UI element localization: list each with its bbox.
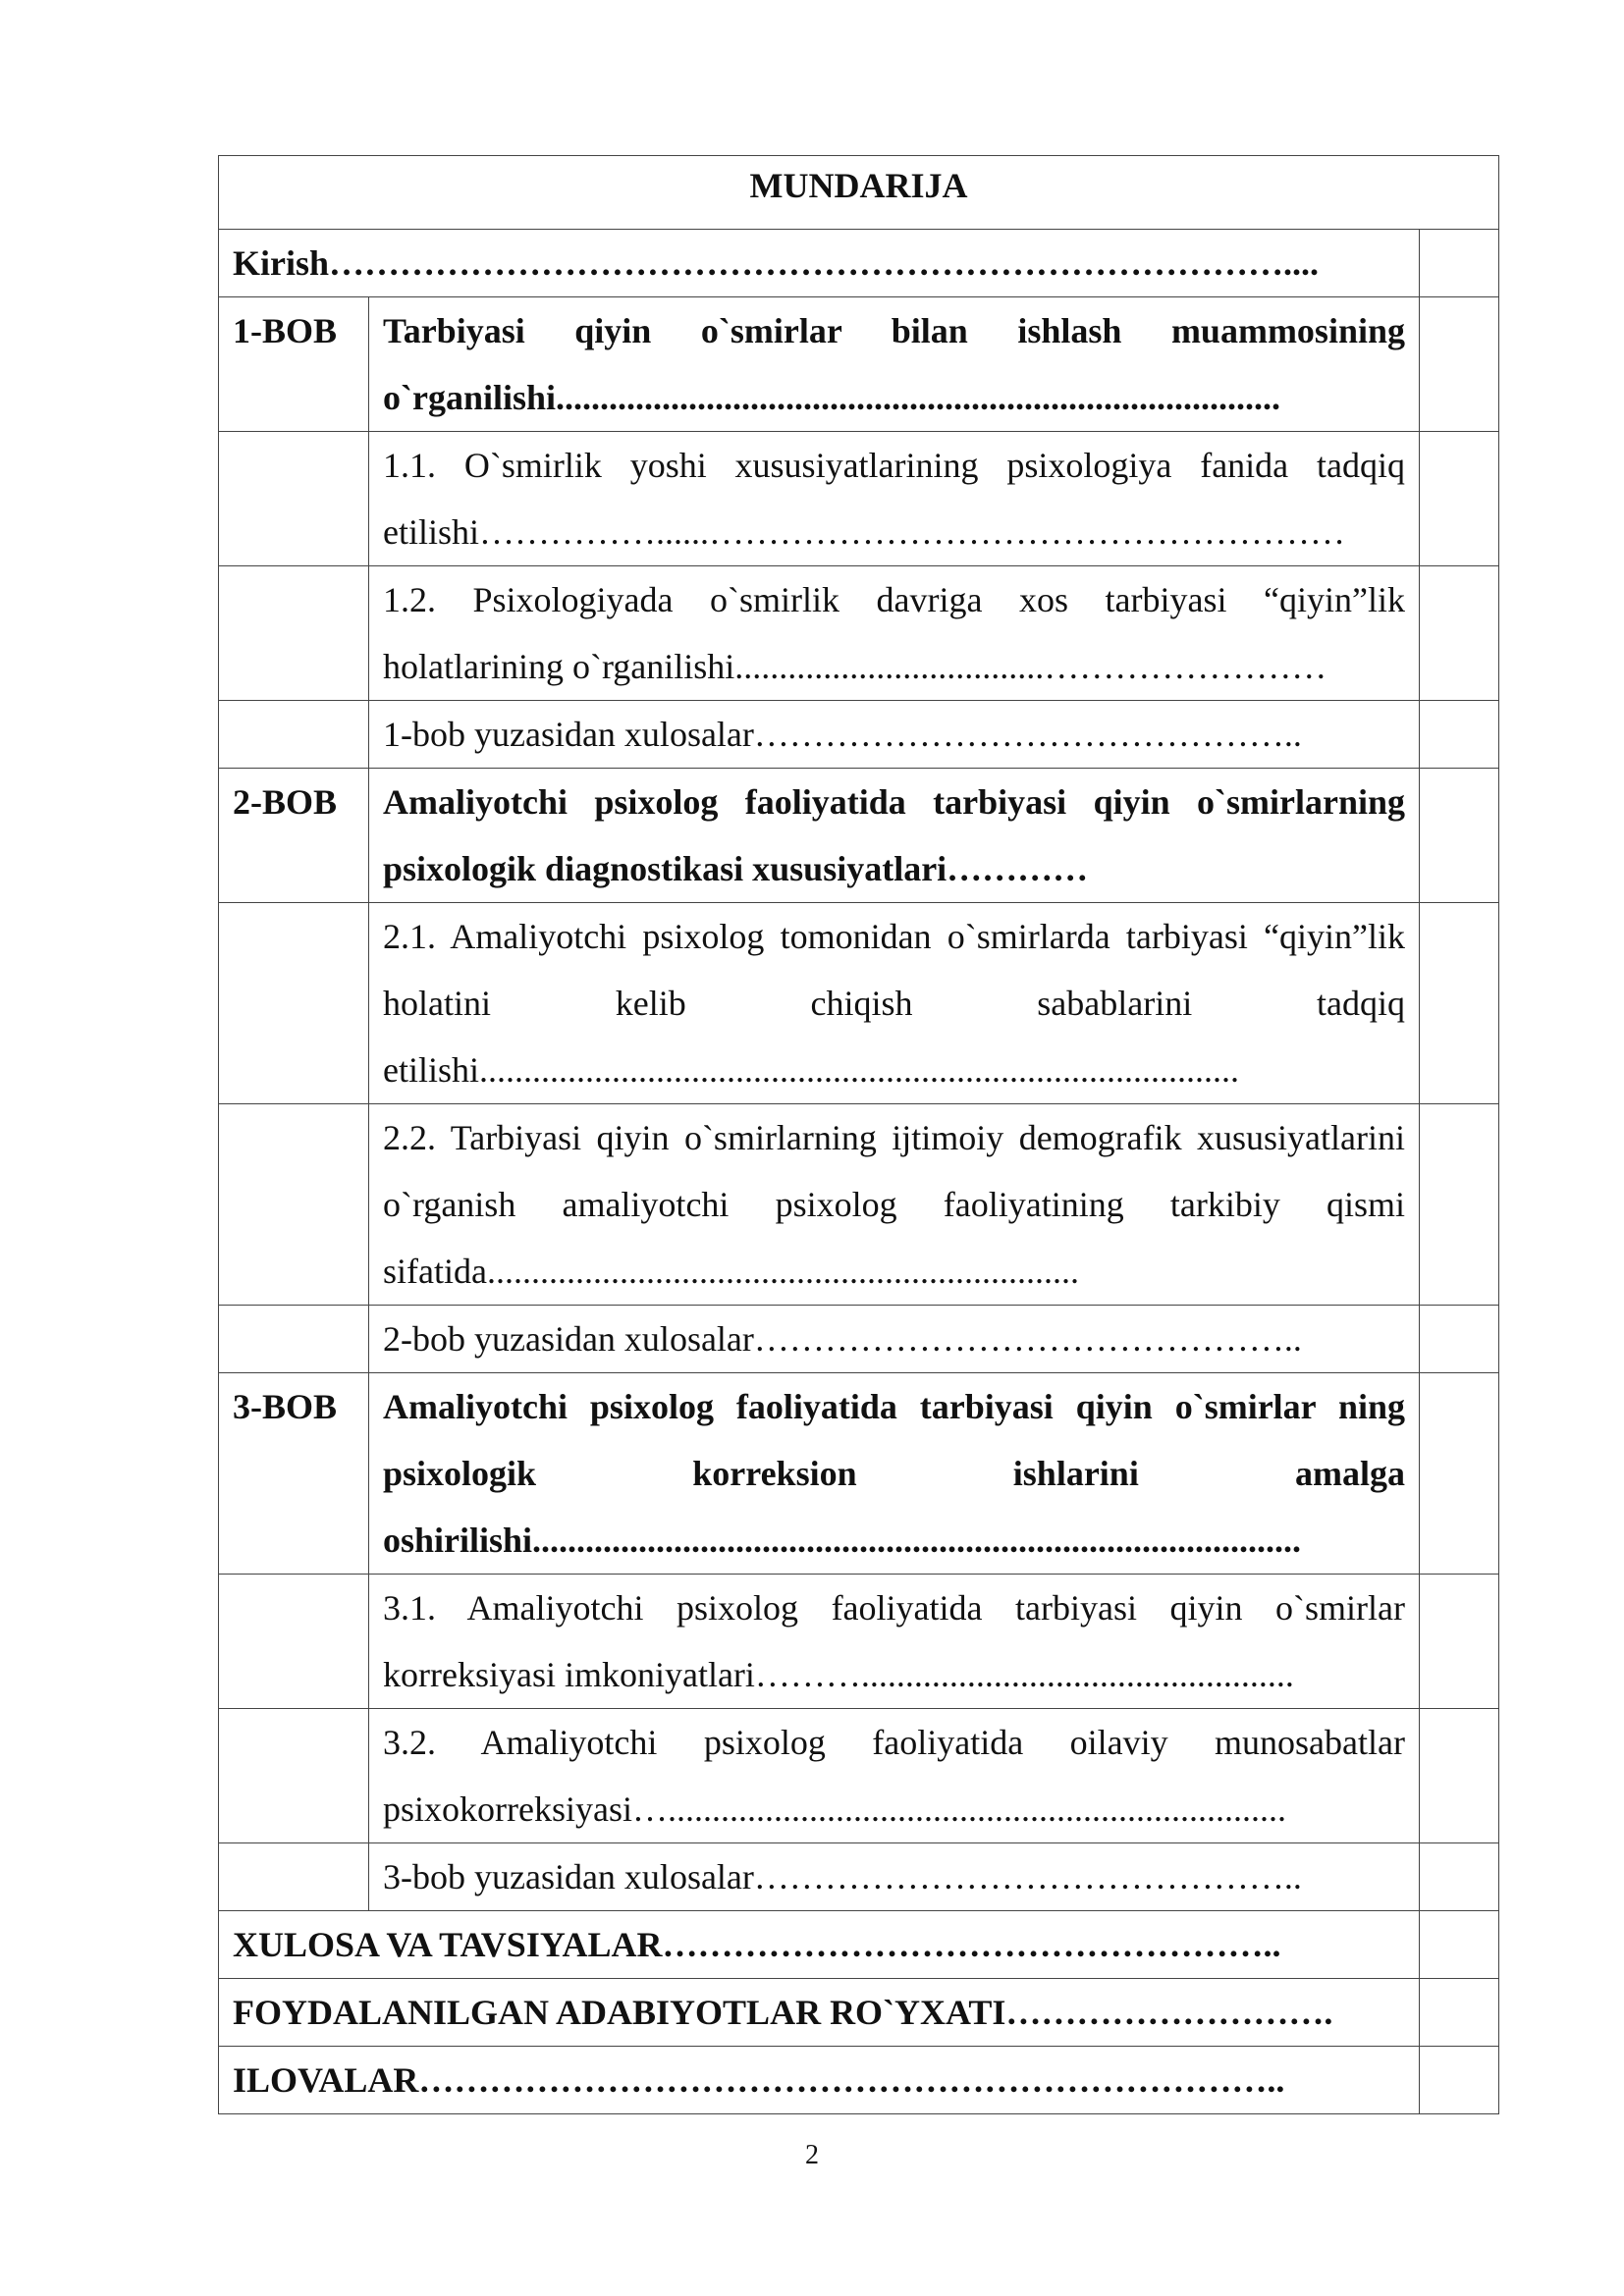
- empty-label-cell: [219, 1104, 369, 1306]
- empty-label-cell: [219, 701, 369, 769]
- toc-section: 3.2. Amaliyotchi psixolog faoliyatida oilaviy munosabatlar psixokorreksiyasi…......................................................................: [369, 1709, 1420, 1843]
- page-cell: [1420, 769, 1499, 903]
- table-of-contents: [218, 155, 1499, 2114]
- toc-section: 2.1. Amaliyotchi psixolog tomonidan o`smirlarda tarbiyasi “qiyin”lik holatini kelib chiqish sabablarini tadqiq etilishi......................................................................................: [369, 903, 1420, 1104]
- toc-entry-ilovalar: ILOVALAR………………………………………………………………..: [219, 2047, 1420, 2114]
- chapter-label: 2-BOB: [219, 769, 369, 903]
- page-cell: [1420, 1373, 1499, 1575]
- chapter-conclusion: 1-bob yuzasidan xulosalar………………………………………..: [369, 701, 1420, 769]
- chapter-title: Amaliyotchi psixolog faoliyatida tarbiyasi qiyin o`smirlar ning psixologik korreksion ishlarini amalga oshirilishi.......................................................................................: [369, 1373, 1420, 1575]
- empty-label-cell: [219, 1709, 369, 1843]
- page-cell: [1420, 1979, 1499, 2047]
- chapter-title: Amaliyotchi psixolog faoliyatida tarbiyasi qiyin o`smirlarning psixologik diagnostikasi xususiyatlari…………: [369, 769, 1420, 903]
- toc-section: 3.1. Amaliyotchi psixolog faoliyatida tarbiyasi qiyin o`smirlar korreksiyasi imkoniyatlari……….................................................: [369, 1575, 1420, 1709]
- toc-title: MUNDARIJA: [219, 156, 1499, 230]
- page-cell: [1420, 1843, 1499, 1911]
- page-cell: [1420, 701, 1499, 769]
- page-cell: [1420, 297, 1499, 432]
- page-cell: [1420, 903, 1499, 1104]
- empty-label-cell: [219, 1575, 369, 1709]
- page-cell: [1420, 2047, 1499, 2114]
- empty-label-cell: [219, 432, 369, 566]
- page-cell: [1420, 566, 1499, 701]
- page-cell: [1420, 1306, 1499, 1373]
- toc-section: 2.2. Tarbiyasi qiyin o`smirlarning ijtimoiy demografik xususiyatlarini o`rganish amaliyotchi psixolog faoliyatining tarkibiy qismi sifatida...................................................................: [369, 1104, 1420, 1306]
- toc-entry-adabiyotlar: FOYDALANILGAN ADABIYOTLAR RO`YXATI……………………….: [219, 1979, 1420, 2047]
- empty-label-cell: [219, 1306, 369, 1373]
- page-cell: [1420, 1911, 1499, 1979]
- chapter-label: 1-BOB: [219, 297, 369, 432]
- page-cell: [1420, 432, 1499, 566]
- page-cell: [1420, 1709, 1499, 1843]
- page-cell: [1420, 1575, 1499, 1709]
- page-cell: [1420, 1104, 1499, 1306]
- toc-section: 1.1. O`smirlik yoshi xususiyatlarining psixologiya fanida tadqiq etilishi……………......………………………………………………: [369, 432, 1420, 566]
- toc-section: 1.2. Psixologiyada o`smirlik davriga xos tarbiyasi “qiyin”lik holatlarining o`rganilishi...................................……………………: [369, 566, 1420, 701]
- page-number: 2: [805, 2140, 819, 2170]
- empty-label-cell: [219, 903, 369, 1104]
- empty-label-cell: [219, 1843, 369, 1911]
- chapter-conclusion: 3-bob yuzasidan xulosalar………………………………………..: [369, 1843, 1420, 1911]
- chapter-conclusion: 2-bob yuzasidan xulosalar………………………………………..: [369, 1306, 1420, 1373]
- page-cell: [1420, 230, 1499, 297]
- toc-entry-kirish: Kirish………………………………………………………………………....: [219, 230, 1420, 297]
- toc-entry-xulosa: XULOSA VA TAVSIYALAR……………………………………………..: [219, 1911, 1420, 1979]
- chapter-title: Tarbiyasi qiyin o`smirlar bilan ishlash muammosining o`rganilishi..................................................................................: [369, 297, 1420, 432]
- empty-label-cell: [219, 566, 369, 701]
- chapter-label: 3-BOB: [219, 1373, 369, 1575]
